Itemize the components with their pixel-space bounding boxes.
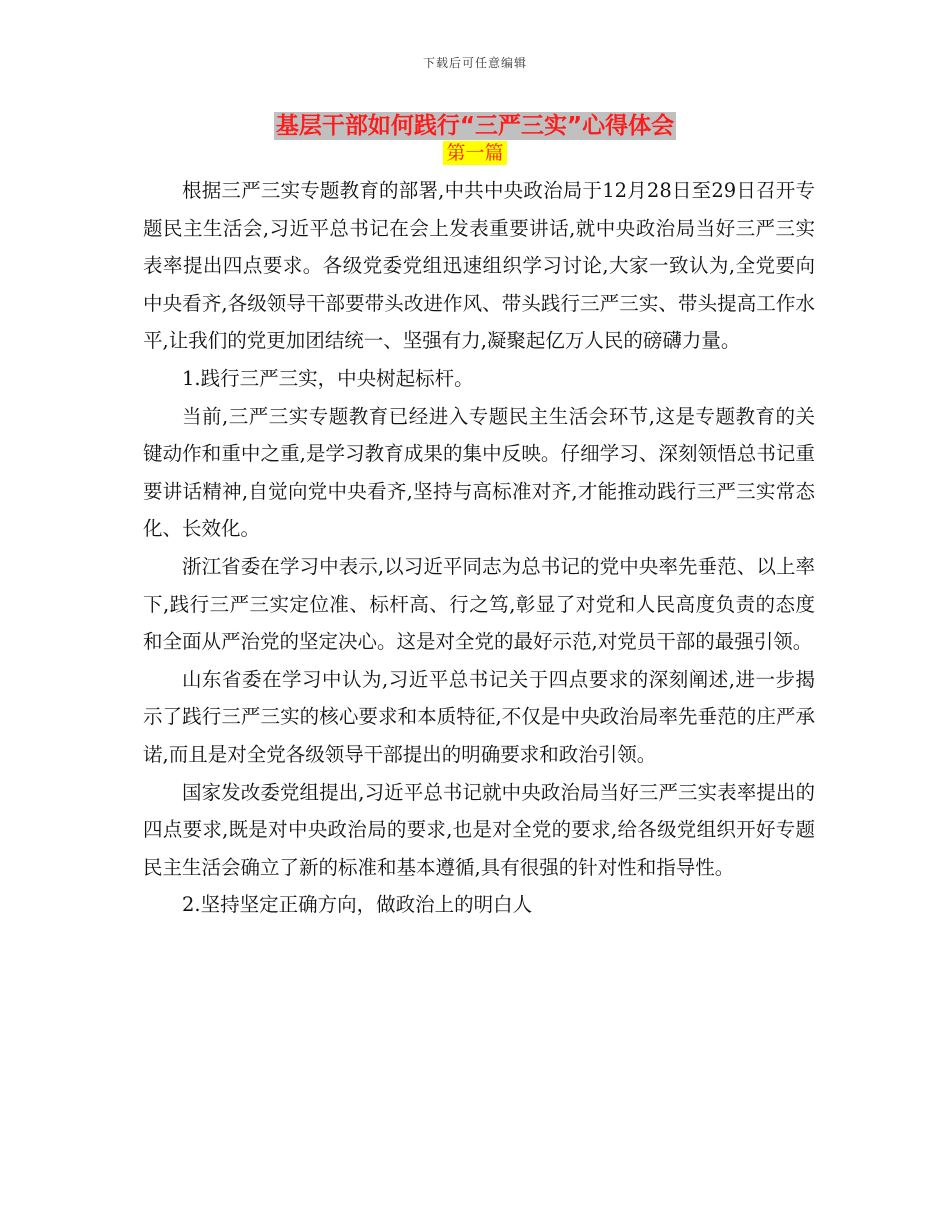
paragraph-3: 浙江省委在学习中表示,以习近平同志为总书记的党中央率先垂范、以上率下,践行三严三实定位准、标杆高、行之笃,彰显了对党和人民高度负责的态度和全面从严治党的坚定决心。这是对全党的最好示范,对党员干部的最强引领。 (143, 554, 815, 654)
paragraph-4: 山东省委在学习中认为,习近平总书记关于四点要求的深刻阐述,进一步揭示了践行三严三实的核心要求和本质特征,不仅是中央政治局率先垂范的庄严承诺,而且是对全党各级领导干部提出的明确要求和政治引领。 (143, 667, 815, 766)
document-title: 基层干部如何践行“三严三实”心得体会 (275, 113, 675, 139)
document-subtitle: 第一篇 (443, 141, 506, 165)
paragraph-1: 根据三严三实专题教育的部署,中共中央政治局于12月28日至29日召开专题民主生活会,习近平总书记在会上发表重要讲话,就中央政治局当好三严三实表率提出四点要求。各级党委党组迅速组织学习讨论,大家一致认为,全党要向中央看齐,各级领导干部要带头改进作风、带头践行三严三实、带头提高工作水平,让我们的党更加团结统一、坚强有力,凝聚起亿万人民的磅礴力量。 (143, 179, 815, 353)
paragraph-5: 国家发改委党组提出,习近平总书记就中央政治局当好三严三实表率提出的四点要求,既是对中央政治局的要求,也是对全党的要求,给各级党组织开好专题民主生活会确立了新的标准和基本遵循,具有很强的针对性和指导性。 (143, 780, 815, 879)
header-note: 下载后可任意编辑 (422, 56, 527, 70)
section-heading-1: 1.践行三严三实，中央树起标杆。 (182, 366, 474, 390)
paragraph-2: 当前,三严三实专题教育已经进入专题民主生活会环节,这是专题教育的关键动作和重中之重,是学习教育成果的集中反映。仔细学习、深刻领悟总书记重要讲话精神,自觉向党中央看齐,坚持与高标准对齐,才能推动践行三严三实常态化、长效化。 (143, 404, 815, 541)
subtitle-wrap (0, 141, 950, 165)
section-heading-2: 2.坚持坚定正确方向，做政治上的明白人 (182, 893, 533, 917)
document-body (143, 172, 815, 924)
title-wrap (0, 112, 950, 140)
